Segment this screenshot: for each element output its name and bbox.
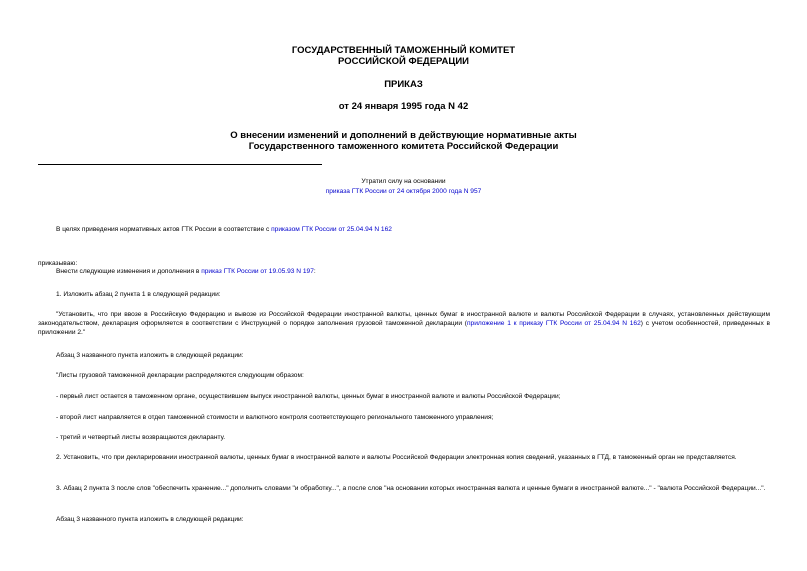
document-subject-line2: Государственного таможенного комитета Российской Федерации — [248, 141, 559, 152]
status-note-link[interactable]: приказа ГТК России от 24 октября 2000 года N 957 — [325, 188, 482, 195]
document-date: от 24 января 1995 года N 42 — [338, 101, 469, 112]
paragraph-amend-intro — [56, 267, 316, 276]
paragraph-item-3: 3. Абзац 2 пункта 3 после слов "обеспечить хранение..." дополнить словами "и обработку...", а после слов "на основании которых иностранная валюта и ценные бумаги в иностранной валюте..." - "валюта Российской Федерации...". — [56, 485, 766, 492]
document-subject-line1: О внесении изменений и дополнений в действующие нормативные акты — [230, 130, 577, 141]
paragraph-abzac-3-again: Абзац 3 названного пункта изложить в следующей редакции: — [56, 516, 244, 523]
paragraph-item-2: 2. Установить, что при декларировании иностранной валюты, ценных бумаг в иностранной валюте и валюты Российской Федерации электронная копия сведений, указанных в ГТД, в таможенный орган не представляется. — [56, 454, 737, 461]
status-note-text: Утратил силу на основании — [361, 178, 446, 185]
paragraph-quote-1 — [38, 310, 770, 337]
paragraph-sheet-second: - второй лист направляется в отдел таможенной стоимости и валютного контроля соответствующего регионального таможенного управления; — [56, 414, 494, 421]
preamble-text: В целях приведения нормативных актов ГТК России в соответствие с — [56, 226, 272, 233]
amend-intro-link[interactable]: приказ ГТК России от 19.05.93 N 197 — [201, 268, 314, 275]
status-note-wrapper — [0, 187, 807, 196]
quote-1-link[interactable]: приложение 1 к приказу ГТК России от 25.04.94 N 162 — [466, 320, 641, 327]
agency-title-line2: РОССИЙСКОЙ ФЕДЕРАЦИИ — [337, 56, 469, 67]
paragraph-sheet-first: - первый лист остается в таможенном органе, осуществившем выпуск иностранной валюты, ценных бумаг в иностранной валюте и валюты Российской Федерации; — [56, 393, 561, 400]
quote-1-text: "Установить, что при ввозе в Российскую Федерацию и вывозе из Российской Федерации иностранной валюты, ценных бумаг в иностранной валюте и валюты Российской Федерации в случаях, установленных действующим законодательством, декларация оформляется в соответствии с Инструкцией о порядке заполнения грузовой таможенной декларации ( — [38, 311, 770, 327]
paragraph-sheets-intro: "Листы грузовой таможенной декларации распределяются следующим образом: — [56, 372, 304, 379]
preamble-link[interactable]: приказом ГТК России от 25.04.94 N 162 — [271, 226, 392, 233]
paragraph-order-word: приказываю: — [38, 260, 78, 267]
paragraph-preamble — [56, 225, 392, 234]
separator-rule — [38, 164, 322, 165]
quote-1-end: ) с учетом особенностей, приведенных в приложении 2." — [38, 320, 770, 336]
paragraph-item-1: 1. Изложить абзац 2 пункта 1 в следующей редакции: — [56, 291, 221, 298]
paragraph-sheet-third: - третий и четвертый листы возвращаются декларанту. — [56, 434, 226, 441]
amend-intro-end: : — [313, 268, 316, 275]
agency-title-line1: ГОСУДАРСТВЕННЫЙ ТАМОЖЕННЫЙ КОМИТЕТ — [291, 45, 516, 56]
amend-intro-text: Внести следующие изменения и дополнения в — [56, 268, 202, 275]
document-type: ПРИКАЗ — [384, 79, 423, 90]
paragraph-abzac-3: Абзац 3 названного пункта изложить в следующей редакции: — [56, 352, 244, 359]
